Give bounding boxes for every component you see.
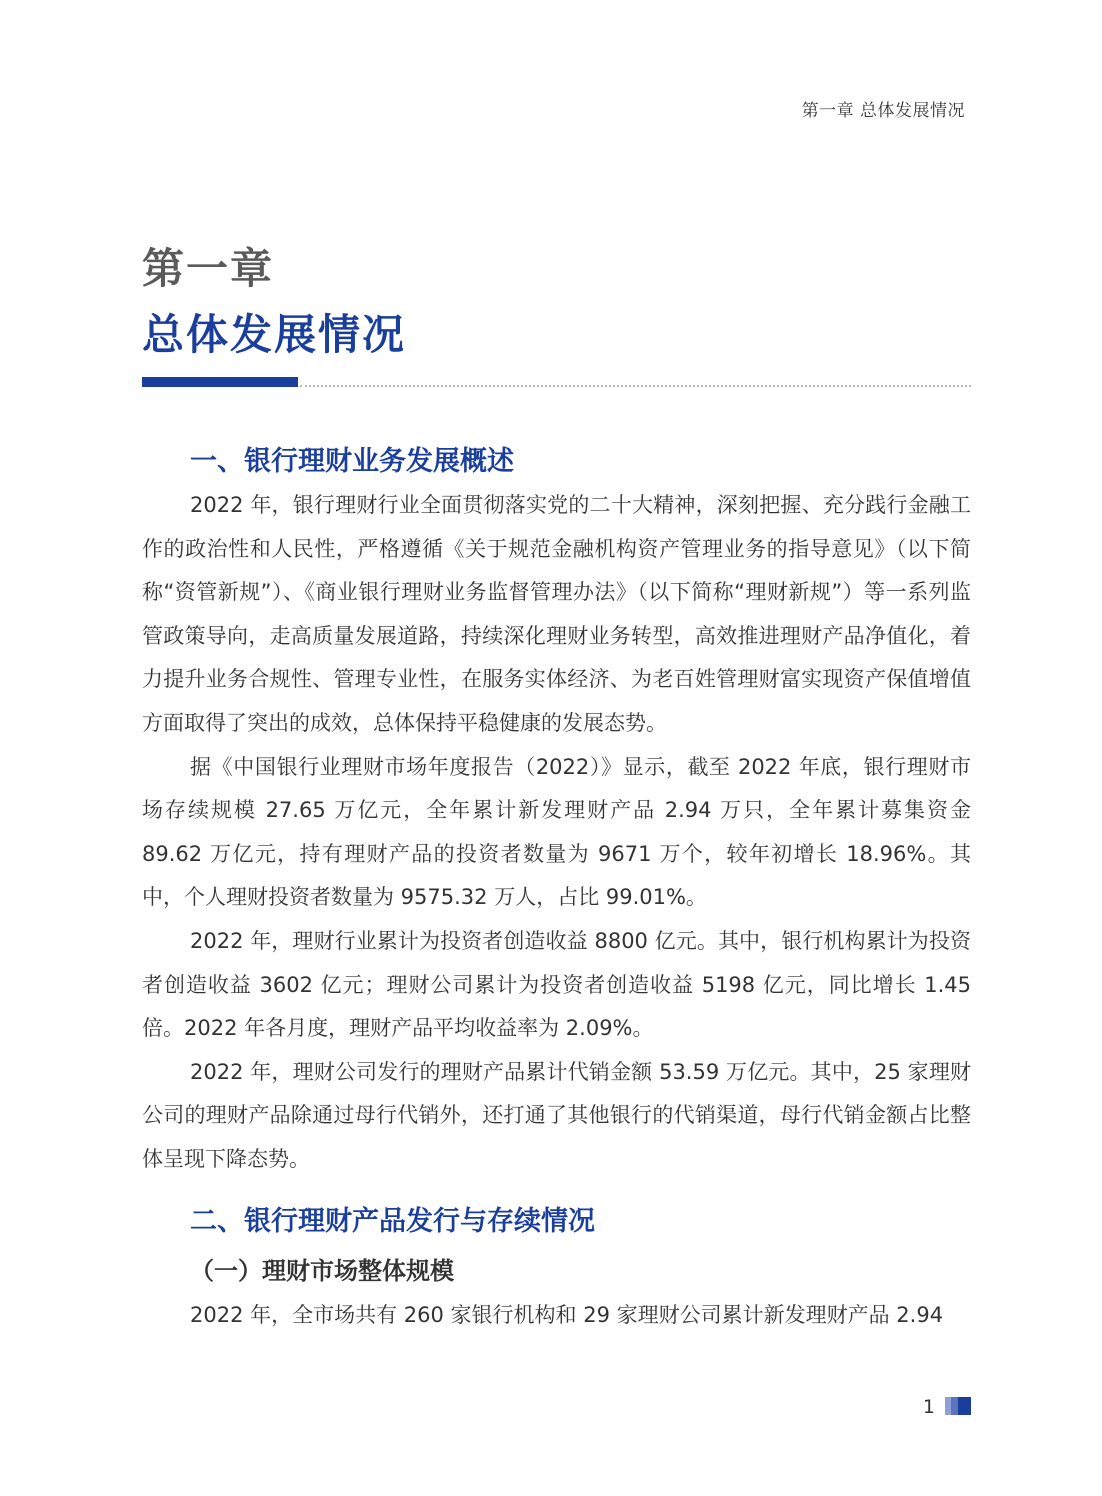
chapter-title: 总体发展情况	[142, 310, 407, 359]
main-content	[142, 440, 971, 1337]
paragraph: 据《中国银行业理财市场年度报告（2022）》显示，截至 2022 年底，银行理财市场存续规模 27.65 万亿元，全年累计新发理财产品 2.94 万只，全年累计募集资金 89.62 万亿元，持有理财产品的投资者数量为 9671 万个，较年初增长 18.96%。其中，个人理财投资者数量为 9575.32 万人，占比 99.01%。	[142, 754, 971, 910]
subsection-heading-market-scale: （一）理财市场整体规模	[190, 1256, 454, 1285]
paragraph: 2022 年，理财公司发行的理财产品累计代销金额 53.59 万亿元。其中，25 家理财公司的理财产品除通过母行代销外，还打通了其他银行的代销渠道，母行代销金额占比整体呈现下降态势。	[142, 1059, 971, 1171]
paragraph: 2022 年，银行理财行业全面贯彻落实党的二十大精神，深刻把握、充分践行金融工作的政治性和人民性，严格遵循《关于规范金融机构资产管理业务的指导意见》（以下简称“资管新规”）、《商业银行理财业务监督管理办法》（以下简称“理财新规”）等一系列监管政策导向，走高质量发展道路，持续深化理财业务转型，高效推进理财产品净值化，着力提升业务合规性、管理专业性，在服务实体经济、为老百姓管理财富实现资产保值增值方面取得了突出的成效，总体保持平稳健康的发展态势。	[142, 493, 971, 735]
chapter-label: 第一章	[142, 244, 275, 293]
page-marker-segment	[958, 1397, 971, 1415]
title-accent-bar	[142, 377, 298, 387]
page-number: 1	[922, 1396, 935, 1418]
paragraph: 2022 年，理财行业累计为投资者创造收益 8800 亿元。其中，银行机构累计为投资者创造收益 3602 亿元；理财公司累计为投资者创造收益 5198 亿元，同比增长 1.45 倍。2022 年各月度，理财产品平均收益率为 2.09%。	[142, 928, 971, 1041]
title-dotted-rule	[300, 385, 971, 387]
section-heading-overview: 一、银行理财业务发展概述	[190, 446, 514, 477]
section-heading-issuance: 二、银行理财产品发行与存续情况	[190, 1205, 595, 1237]
page-marker-segment	[951, 1397, 958, 1415]
page-marker-icon	[945, 1397, 971, 1415]
paragraph: 2022 年，全市场共有 260 家银行机构和 29 家理财公司累计新发理财产品 2.94	[190, 1302, 944, 1327]
running-header: 第一章 总体发展情况	[801, 101, 965, 121]
